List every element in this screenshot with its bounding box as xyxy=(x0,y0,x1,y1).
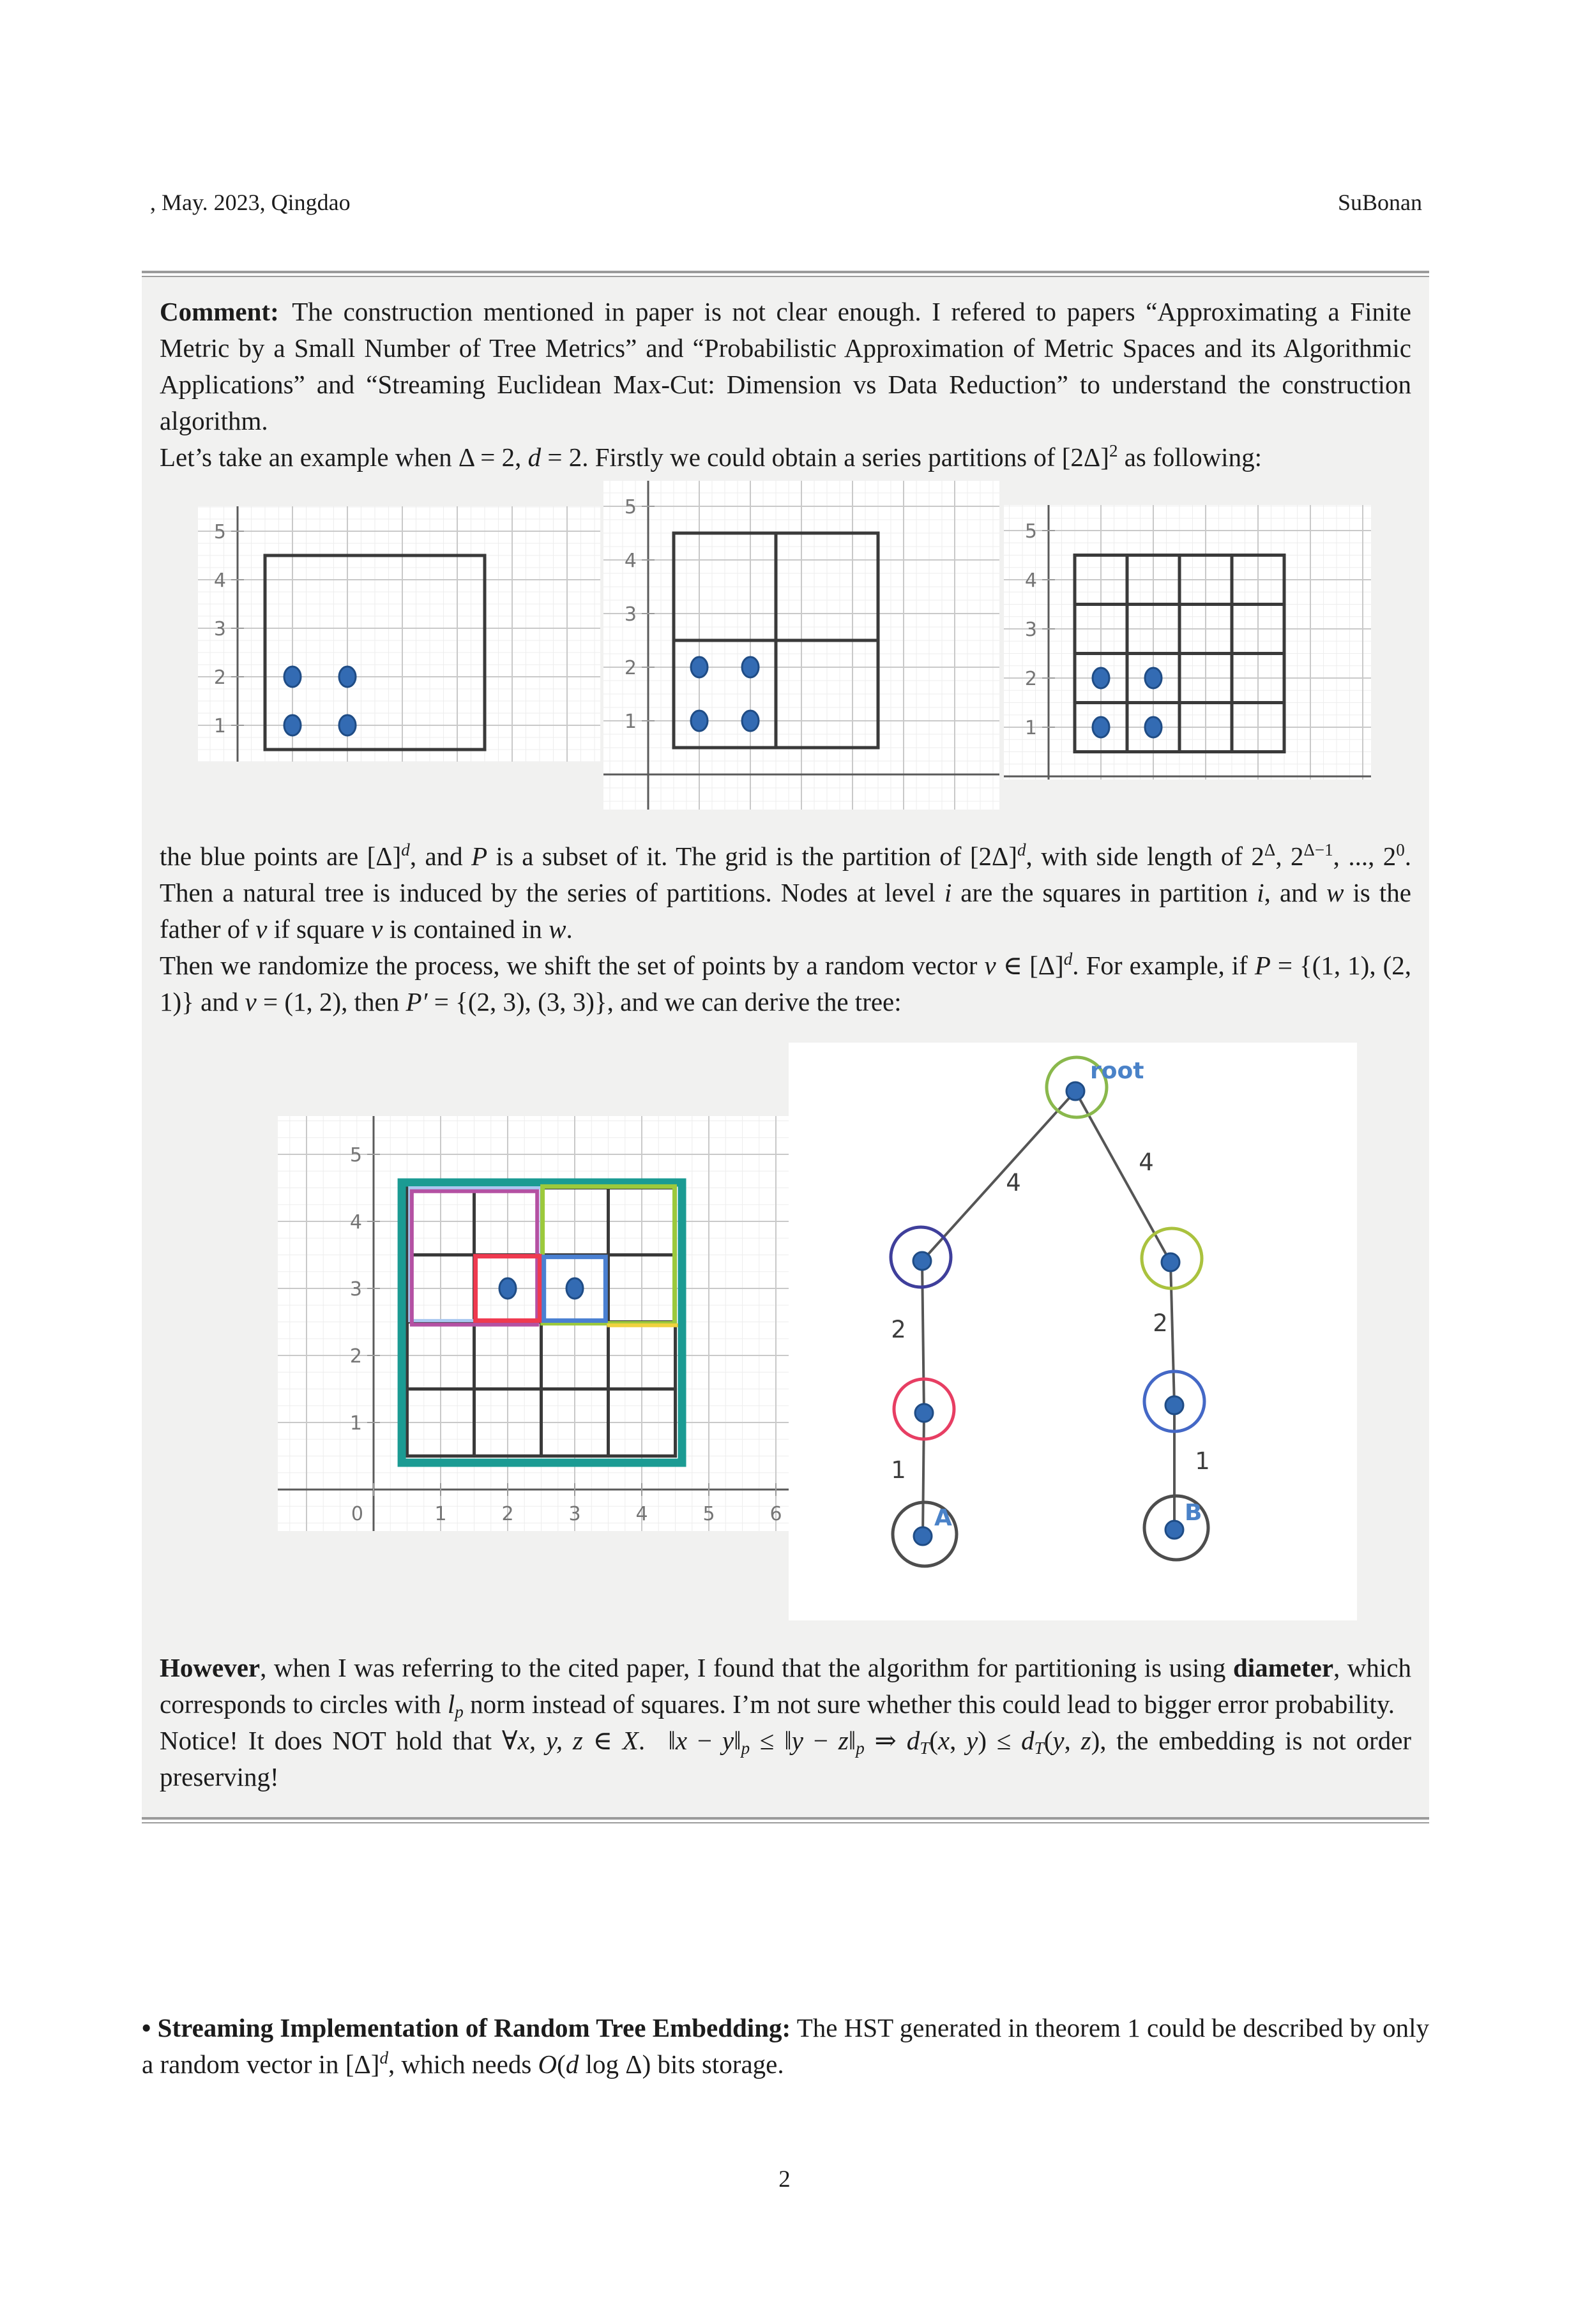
header-date-location: , May. 2023, Qingdao xyxy=(150,190,351,215)
randomize-paragraph: Then we randomize the process, we shift the set of points by a random vector v ∈ $[\Delta]^d$. For example, if P = {(1, 1), (2, 1)} and v = (1, 2), then P′ = {(2, 3), (3, 3)}, and we can derive the tree: xyxy=(160,949,1411,1016)
svg-text:3: 3 xyxy=(213,618,226,640)
page-number: 2 xyxy=(778,2166,791,2192)
svg-text:2: 2 xyxy=(213,667,226,689)
svg-text:4: 4 xyxy=(1024,570,1037,592)
header-author: SuBonan xyxy=(1337,190,1422,215)
left-child-dot xyxy=(913,1252,931,1270)
leaf-b-dot xyxy=(1165,1521,1183,1539)
svg-text:5: 5 xyxy=(624,496,637,518)
tree-diagram-panel xyxy=(789,1043,1357,1620)
root-dot xyxy=(1066,1082,1084,1100)
partition-plot-side4-panel xyxy=(198,506,600,762)
svg-text:5: 5 xyxy=(702,1503,715,1525)
svg-text:1: 1 xyxy=(349,1412,362,1435)
svg-text:5: 5 xyxy=(349,1144,362,1166)
streaming-bullet-paragraph: • Streaming Implementation of Random Tree Embedding: The HST generated in theorem 1 could be described by only a random vector in $[\Delta]^d$, which needs O(d log Δ) bits storage. xyxy=(142,2013,1429,2079)
edge-label-root-left: 4 xyxy=(1006,1169,1021,1196)
partition-plot-side2 xyxy=(603,481,999,810)
edge-label-root-right: 4 xyxy=(1139,1149,1154,1176)
edge-left-leaf xyxy=(923,1413,924,1536)
svg-text:2: 2 xyxy=(501,1503,514,1525)
partition-plot-side1-panel xyxy=(1004,505,1371,780)
svg-text:3: 3 xyxy=(1024,619,1037,641)
svg-text:4: 4 xyxy=(349,1211,362,1234)
svg-text:6: 6 xyxy=(769,1503,782,1525)
leaf-a-label: A xyxy=(934,1505,952,1531)
edge-label-left-leaf: 1 xyxy=(891,1456,906,1484)
comment-box-content xyxy=(142,277,1429,1817)
bottom-double-rule xyxy=(142,1817,1429,1823)
partition-plot-side2-panel xyxy=(603,481,999,810)
svg-text:2: 2 xyxy=(624,657,637,679)
edge-root-right xyxy=(1075,1091,1171,1262)
shift-and-tree-figures-row xyxy=(160,1027,1411,1641)
edge-left-mid xyxy=(922,1261,924,1413)
root-label: root xyxy=(1090,1058,1144,1084)
partition-plot-side1 xyxy=(1004,505,1371,780)
blue-points-paragraph: the blue points are $[\Delta]^d$, and P is a subset of it. The grid is the partition of $[2\Delta]^d$, with side length of $2^\Delta$, $2^{\Delta-1}$, ..., $2^0$. Then a natural tree is induced by the series of partitions. Nodes at level i are the squares in partition i, and w is the father of v if square v is contained in w. xyxy=(160,840,1412,944)
svg-text:2: 2 xyxy=(1024,668,1037,690)
top-double-rule xyxy=(142,271,1429,277)
svg-text:1: 1 xyxy=(1024,717,1037,739)
shifted-grid-plot-panel xyxy=(278,1116,798,1531)
right-child-dot xyxy=(1162,1253,1179,1271)
svg-text:2: 2 xyxy=(349,1345,362,1368)
right-grandchild-dot xyxy=(1165,1396,1183,1414)
svg-text:4: 4 xyxy=(213,570,226,592)
partition-plot-side4 xyxy=(198,506,600,762)
svg-text:3: 3 xyxy=(349,1278,362,1301)
example-paragraph: Let’s take an example when Δ = 2, d = 2. Firstly we could obtain a series partitions of $[2\Delta]^2$ as following: xyxy=(160,441,1262,472)
svg-text:3: 3 xyxy=(568,1503,581,1525)
leaf-a-dot xyxy=(914,1527,932,1545)
svg-text:5: 5 xyxy=(1024,520,1037,543)
tree-edges xyxy=(922,1091,1174,1536)
svg-text:1: 1 xyxy=(434,1503,447,1525)
comment-box xyxy=(142,271,1429,1823)
svg-text:5: 5 xyxy=(213,521,226,543)
tree-node-labels xyxy=(934,1058,1202,1531)
edge-root-left xyxy=(922,1091,1075,1261)
svg-text:1: 1 xyxy=(624,711,637,733)
however-paragraph: However, when I was referring to the cited paper, I found that the algorithm for partitioning is using diameter, which corresponds to circles with lp norm instead of squares. I’m not sure whether this could lead to bigger error probability. xyxy=(160,1653,1411,1721)
page-header xyxy=(150,189,1422,216)
svg-text:4: 4 xyxy=(635,1503,648,1525)
leaf-b-label: B xyxy=(1185,1500,1202,1526)
svg-text:4: 4 xyxy=(624,550,637,572)
edge-label-left-mid: 2 xyxy=(891,1316,906,1343)
partition-figures-row xyxy=(160,481,1411,831)
svg-text:3: 3 xyxy=(624,603,637,626)
comment-paragraph: Comment: The construction mentioned in paper is not clear enough. I refered to papers “Approximating a Finite Metric by a Small Number of Tree Metrics” and “Probabilistic Approximation of Metric Spaces and its Algorithmic Applications” and “Streaming Euclidean Max-Cut: Dimension vs Data Reduction” to understand the construction algorithm. xyxy=(160,297,1411,435)
edge-right-mid xyxy=(1171,1262,1174,1405)
tree-diagram xyxy=(789,1043,1357,1620)
left-grandchild-dot xyxy=(915,1404,933,1422)
page-footer xyxy=(0,2166,1569,2193)
edge-label-right-leaf: 1 xyxy=(1195,1447,1210,1475)
notice-paragraph: Notice! It does NOT hold that ∀x, y, z ∈ X. ‖x − y‖p ≤ ‖y − z‖p ⇒ dT(x, y) ≤ dT(y, z), the embedding is not order preserving! xyxy=(160,1726,1412,1792)
svg-text:0: 0 xyxy=(351,1503,363,1525)
shifted-grid-plot xyxy=(278,1116,798,1531)
svg-text:1: 1 xyxy=(213,715,226,737)
edge-label-right-mid: 2 xyxy=(1153,1309,1168,1337)
